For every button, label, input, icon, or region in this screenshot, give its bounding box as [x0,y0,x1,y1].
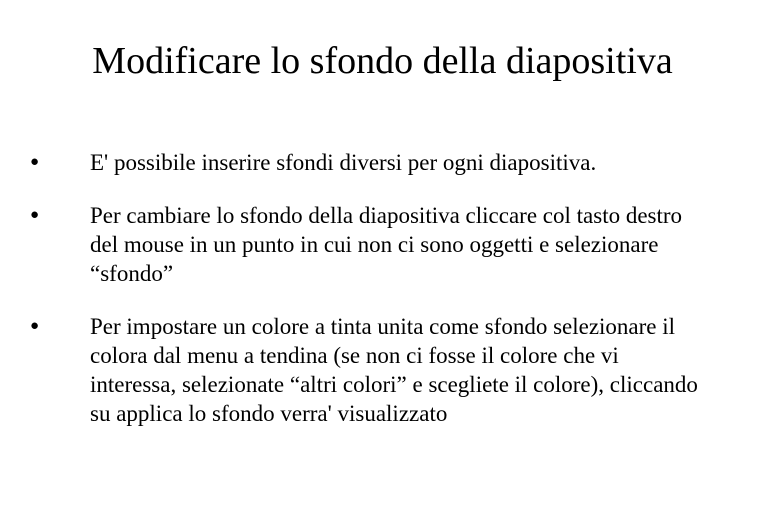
bullet-item [26,201,706,288]
bullet-text: Per cambiare lo sfondo della diapositiva cliccare col tasto destro del mouse in un punto in cui non ci sono oggetti e selezionare “sfondo” [90,203,683,286]
bullet-item [26,312,706,428]
bullet-dot-icon: ● [30,318,40,334]
bullet-dot-icon: ● [30,207,40,223]
bullet-item [26,148,706,177]
bullet-text: E' possibile inserire sfondi diversi per ogni diapositiva. [90,150,597,175]
slide-title: Modificare lo sfondo della diapositiva [92,40,673,82]
bullet-text: Per impostare un colore a tinta unita come sfondo selezionare il colora dal menu a tendina (se non ci fosse il colore che vi interessa, selezionate “altri colori” e scegliete il colore), cliccando su applica lo sfondo verra' visualizzato [90,314,698,426]
bullet-list [26,148,706,452]
bullet-dot-icon: ● [30,154,40,170]
